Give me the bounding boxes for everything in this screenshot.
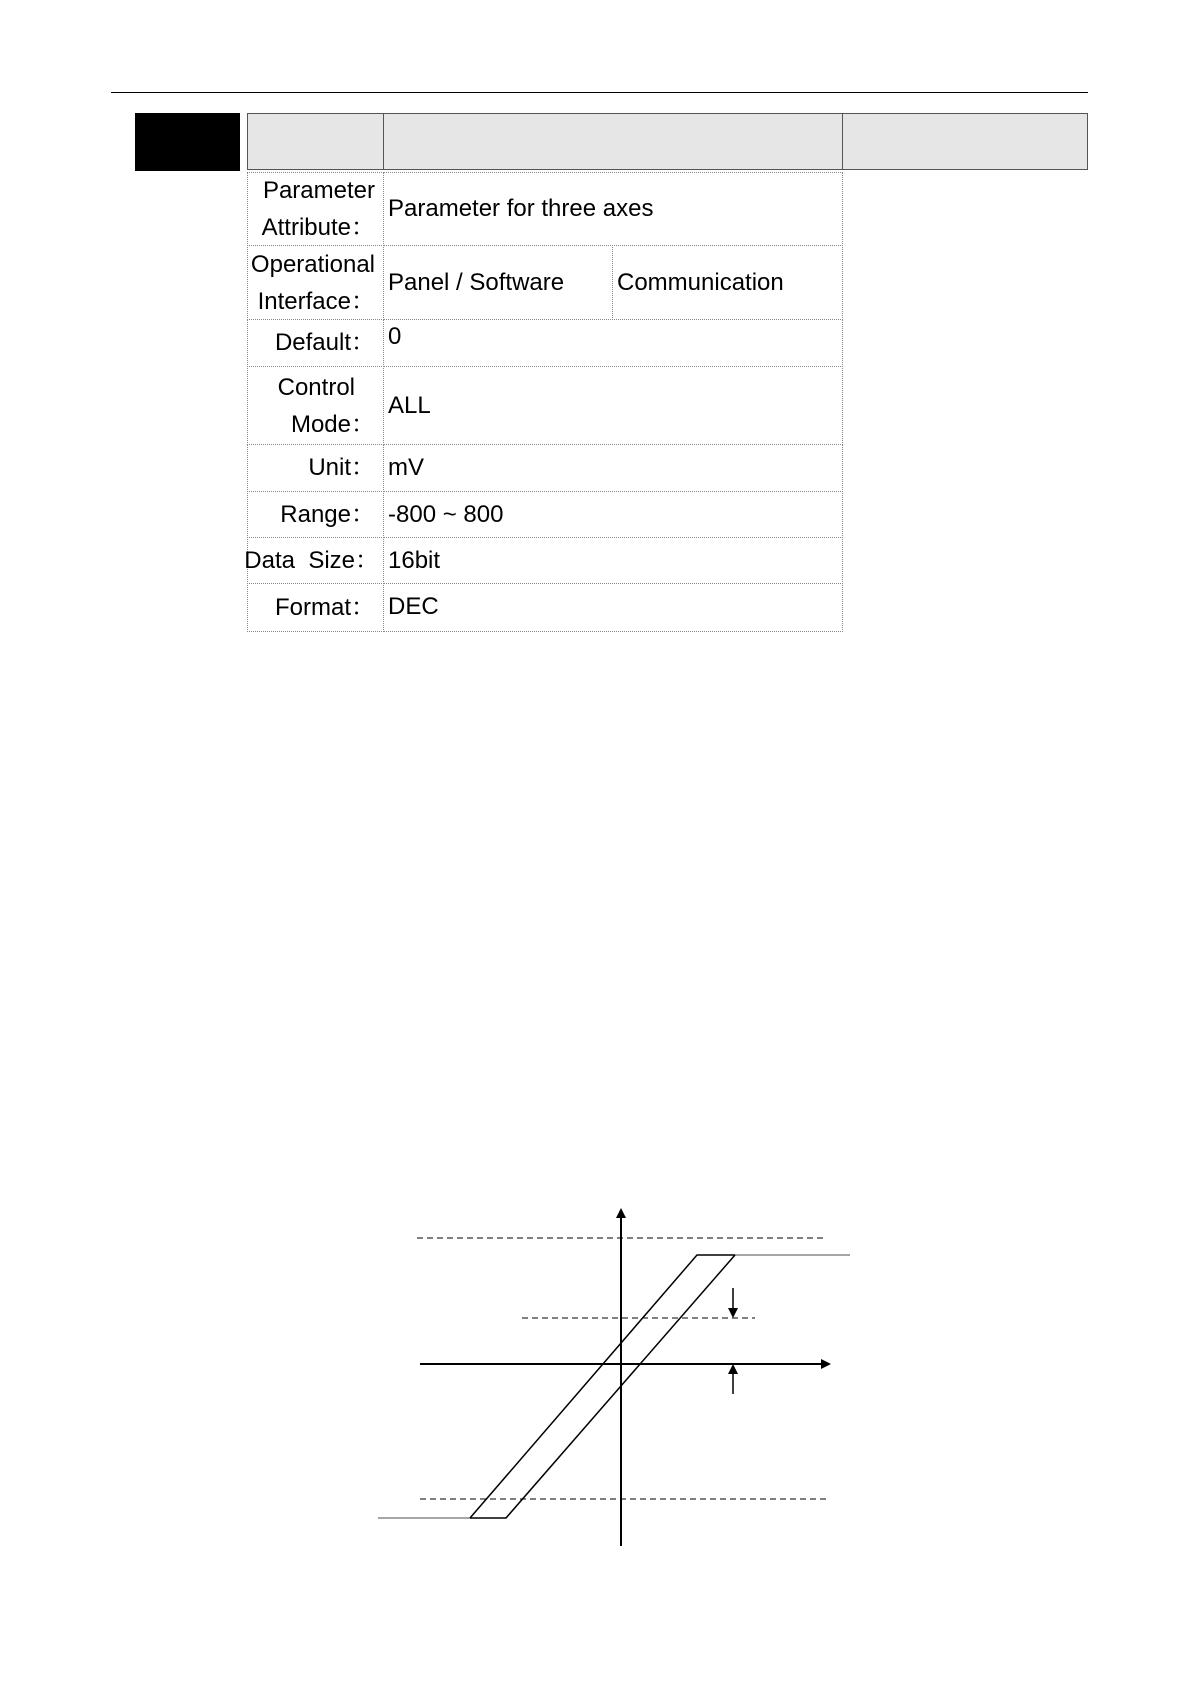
label-line: Control — [277, 373, 355, 401]
label-text: Default： — [274, 329, 375, 356]
hysteresis-left-branch — [470, 1255, 735, 1518]
value-interface-communication: Communication — [612, 245, 843, 320]
label-line: Parameter — [262, 177, 375, 204]
label-line: Operational — [250, 250, 375, 278]
value-parameter-attribute: Parameter for three axes — [383, 172, 843, 246]
value-range: -800 ~ 800 — [383, 491, 843, 538]
label-line: Interface： — [257, 287, 375, 315]
value-default: 0 — [383, 319, 843, 367]
label-line: Mode： — [290, 410, 375, 438]
label-text: Range： — [280, 500, 375, 528]
value-interface-panel: Panel / Software — [383, 245, 613, 320]
value-control-mode: ALL — [383, 366, 843, 445]
label-text: Unit： — [308, 454, 375, 481]
value-format: DEC — [383, 583, 843, 632]
label-text: Data Size： — [244, 546, 379, 574]
label-text: Format： — [274, 593, 375, 621]
label-line: Attribute： — [261, 214, 375, 241]
value-unit: mV — [383, 444, 843, 492]
hysteresis-right-branch — [470, 1255, 735, 1518]
value-data-size: 16bit — [383, 537, 843, 584]
